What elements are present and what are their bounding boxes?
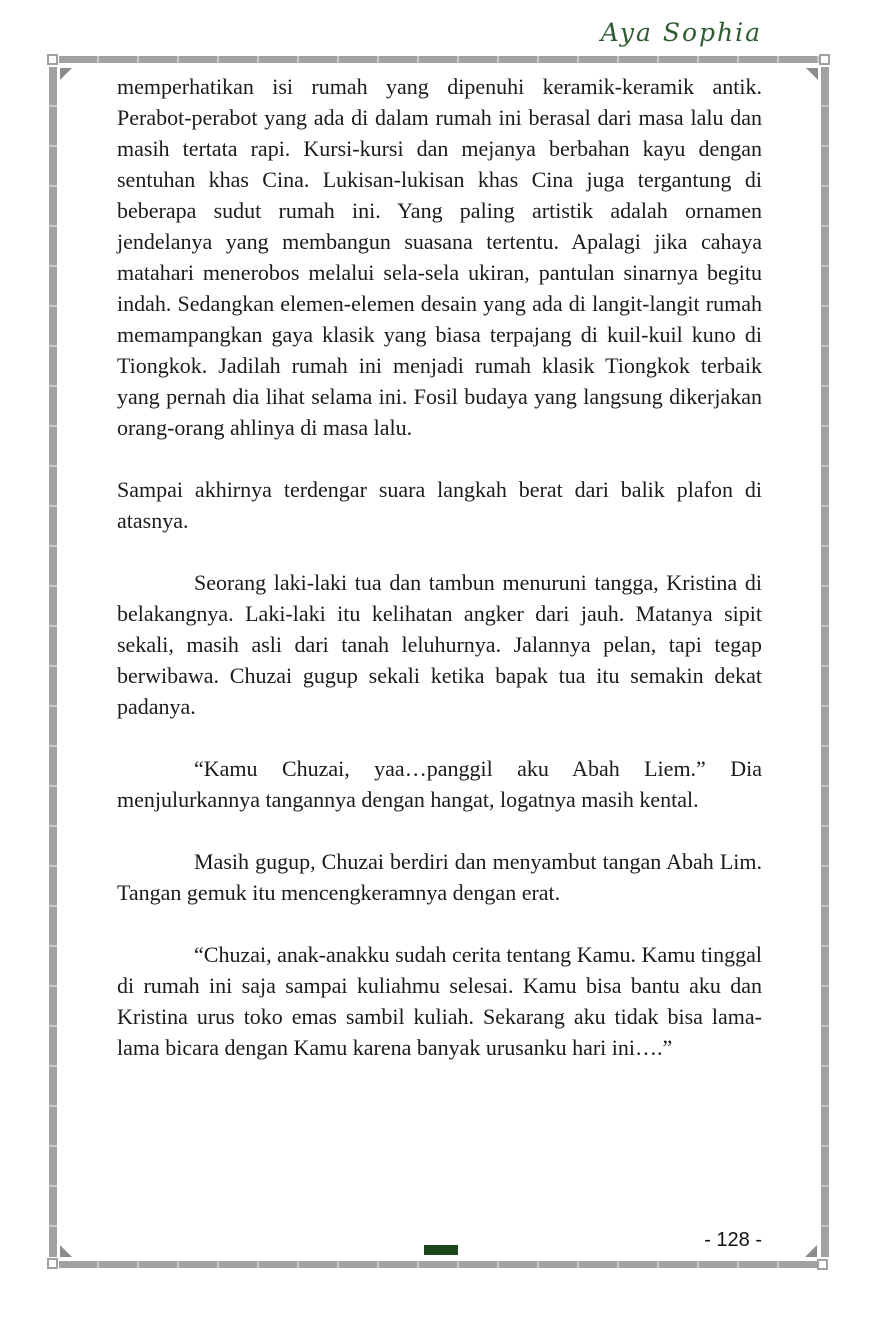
paragraph: memperhatikan isi rumah yang dipenuhi keramik-keramik antik. Perabot-perabot yang ada di dalam rumah ini berasal dari masa lalu dan masih tertata rapi. Kursi-kursi dan mejanya berbahan kayu dengan sentuhan khas Cina. Lukisan-lukisan khas Cina juga tergantung di beberapa sudut rumah ini. Yang paling artistik adalah ornamen jendelanya yang membangun suasana tertentu. Apalagi jika cahaya matahari menerobos melalui sela-sela ukiran, pantulan sinarnya begitu indah. Sedangkan elemen-elemen desain yang ada di langit-langit rumah memampangkan gaya klasik yang biasa terpajang di kuil-kuil kuno di Tiongkok. Jadilah rumah ini menjadi rumah klasik Tiongkok terbaik yang pernah dia lihat selama ini. Fosil budaya yang langsung dikerjakan orang-orang ahlinya di masa lalu. bbox=[117, 74, 762, 440]
page-text bbox=[117, 71, 762, 1063]
frame-corner-triangle-top-left-icon bbox=[60, 68, 72, 80]
frame-right-border bbox=[821, 67, 829, 1257]
paragraph: Sampai akhirnya terdengar suara langkah berat dari balik plafon di atasnya. bbox=[117, 477, 762, 533]
page-header-title: Aya Sophia bbox=[600, 18, 762, 47]
green-divider-rect bbox=[424, 1245, 458, 1255]
frame-bottom-border bbox=[59, 1261, 817, 1268]
frame-corner-triangle-bottom-right-icon bbox=[805, 1245, 817, 1257]
paragraph: “Chuzai, anak-anakku sudah cerita tentang Kamu. Kamu tinggal di rumah ini saja sampai kuliahmu selesai. Kamu bisa bantu aku dan Kristina urus toko emas sambil kuliah. Sekarang aku tidak bisa lama-lama bicara dengan Kamu karena banyak urusanku hari ini….” bbox=[117, 942, 762, 1060]
frame-corner-triangle-bottom-left-icon bbox=[60, 1245, 72, 1257]
frame-corner-square-top-left bbox=[47, 54, 58, 65]
frame-corner-square-top-right bbox=[819, 54, 830, 65]
frame-top-border bbox=[59, 56, 820, 63]
frame-corner-square-bottom-left bbox=[47, 1258, 58, 1269]
page-number: - 128 - bbox=[704, 1229, 762, 1251]
frame-corner-triangle-top-right-icon bbox=[806, 68, 818, 80]
paragraph: Masih gugup, Chuzai berdiri dan menyambut tangan Abah Lim. Tangan gemuk itu mencengkeramnya dengan erat. bbox=[117, 849, 762, 905]
paragraph: “Kamu Chuzai, yaa…panggil aku Abah Liem.” Dia menjulurkannya tangannya dengan hangat, logatnya masih kental. bbox=[117, 756, 762, 812]
frame-corner-square-bottom-right bbox=[817, 1259, 828, 1270]
frame-left-border bbox=[49, 67, 57, 1257]
paragraph: Seorang laki-laki tua dan tambun menuruni tangga, Kristina di belakangnya. Laki-laki itu kelihatan angker dari jauh. Matanya sipit sekali, masih asli dari tanah leluhurnya. Jalannya pelan, tapi tegap berwibawa. Chuzai gugup sekali ketika bapak tua itu semakin dekat padanya. bbox=[117, 570, 762, 719]
